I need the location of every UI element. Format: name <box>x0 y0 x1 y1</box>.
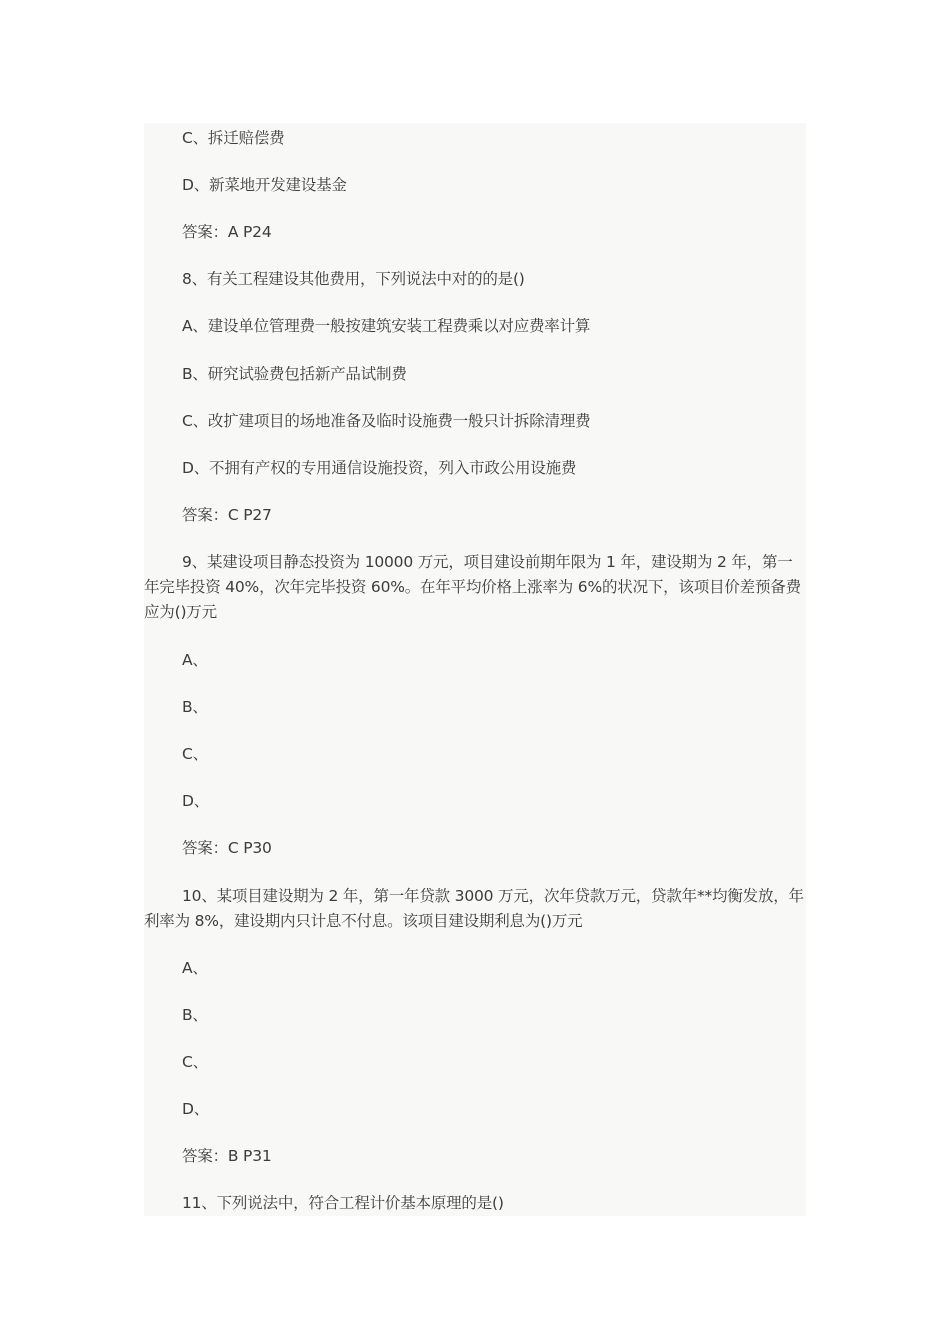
question-11: 11、下列说法中，符合工程计价基本原理的是() <box>182 1194 504 1212</box>
option-c-q9: C、 <box>182 745 208 763</box>
option-b-q9: B、 <box>182 698 208 716</box>
answer-q7: 答案：A P24 <box>182 223 272 241</box>
answer-q10: 答案：B P31 <box>182 1147 272 1165</box>
option-a-q9: A、 <box>182 651 208 669</box>
question-9: 9、某建设项目静态投资为 10000 万元，项目建设前期年限为 1 年，建设期为 2 年，第一年完毕投资 40%，次年完毕投资 60%。在年平均价格上涨率为 6%的状况下，该项目价差预备费应为()万元 <box>144 553 801 621</box>
option-a-q8: A、建设单位管理费一般按建筑安装工程费乘以对应费率计算 <box>182 317 591 335</box>
question-10: 10、某项目建设期为 2 年，第一年贷款 3000 万元，次年贷款万元，贷款年**均衡发放，年利率为 8%，建设期内只计息不付息。该项目建设期利息为()万元 <box>144 887 804 930</box>
option-b-q10: B、 <box>182 1006 208 1024</box>
option-c-q8: C、改扩建项目的场地准备及临时设施费一般只计拆除清理费 <box>182 412 591 430</box>
option-c-q7: C、拆迁赔偿费 <box>182 129 285 147</box>
option-c-q10: C、 <box>182 1053 208 1071</box>
option-d-q8: D、不拥有产权的专用通信设施投资，列入市政公用设施费 <box>182 459 577 477</box>
option-d-q9: D、 <box>182 792 210 810</box>
option-a-q10: A、 <box>182 959 208 977</box>
option-d-q10: D、 <box>182 1100 210 1118</box>
answer-q9: 答案：C P30 <box>182 839 272 857</box>
answer-q8: 答案：C P27 <box>182 506 272 524</box>
question-8: 8、有关工程建设其他费用，下列说法中对的的是() <box>182 270 525 288</box>
option-d-q7: D、新菜地开发建设基金 <box>182 176 347 194</box>
option-b-q8: B、研究试验费包括新产品试制费 <box>182 365 407 383</box>
